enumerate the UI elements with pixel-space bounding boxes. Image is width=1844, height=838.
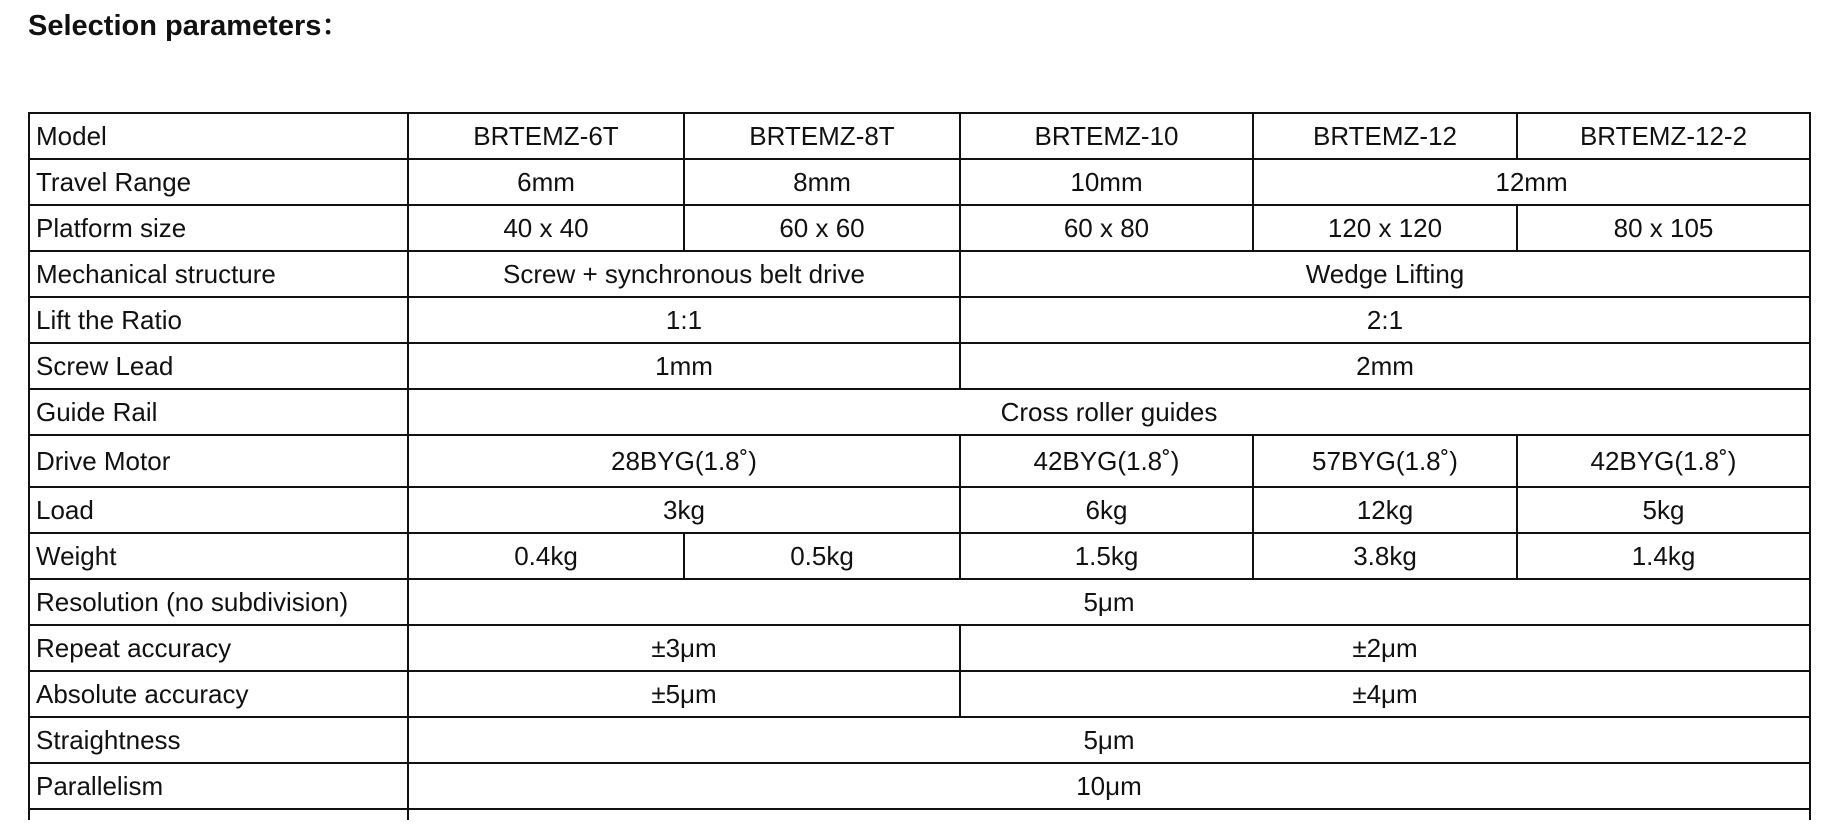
row-label: Platform size: [29, 205, 408, 251]
table-cell: 1:1: [408, 297, 960, 343]
row-label: Absolute accuracy: [29, 671, 408, 717]
table-row: [29, 297, 1810, 343]
table-cell: BRTEMZ-6T: [408, 113, 684, 159]
table-row: [29, 763, 1810, 809]
table-cell: 28BYG(1.8˚): [408, 435, 960, 487]
table-cell: 0.5kg: [684, 533, 960, 579]
table-row: [29, 487, 1810, 533]
table-row: [29, 205, 1810, 251]
table-cell: ±5μm: [408, 671, 960, 717]
row-label: Travel Range: [29, 159, 408, 205]
table-row: [29, 533, 1810, 579]
row-label: Screw Lead: [29, 343, 408, 389]
table-cell: 5kg: [1517, 487, 1810, 533]
table-cell: 80 x 105: [1517, 205, 1810, 251]
table-cell: 3kg: [408, 487, 960, 533]
table-cell: 1.4kg: [1517, 533, 1810, 579]
row-label: Resolution (no subdivision): [29, 579, 408, 625]
table-cell: 0.4kg: [408, 533, 684, 579]
table-row: [29, 251, 1810, 297]
table-row: [29, 671, 1810, 717]
table-cell: 10mm: [960, 159, 1253, 205]
page-title: Selection parameters：: [28, 10, 351, 42]
table-cell: Wedge Lifting: [960, 251, 1810, 297]
table-row: [29, 159, 1810, 205]
table-cell: BRTEMZ-12-2: [1517, 113, 1810, 159]
table-row: [29, 435, 1810, 487]
table-cell: ±4μm: [960, 671, 1810, 717]
table-cell: 12kg: [1253, 487, 1517, 533]
table-row: [29, 579, 1810, 625]
table-cell: 2mm: [960, 343, 1810, 389]
row-label: Parallelism: [29, 763, 408, 809]
row-label: Mechanical structure: [29, 251, 408, 297]
table-row: [29, 717, 1810, 763]
table-row: [29, 389, 1810, 435]
cropped-cell: [408, 809, 1810, 820]
table-cell: BRTEMZ-8T: [684, 113, 960, 159]
table-cell: 1mm: [408, 343, 960, 389]
table-cell: 42BYG(1.8˚): [1517, 435, 1810, 487]
table-cell: 57BYG(1.8˚): [1253, 435, 1517, 487]
cropped-cell: [29, 809, 408, 820]
table-cell: 60 x 60: [684, 205, 960, 251]
table-cell: Cross roller guides: [408, 389, 1810, 435]
table-cell: 5μm: [408, 717, 1810, 763]
table-cell: BRTEMZ-12: [1253, 113, 1517, 159]
table-cell: 10μm: [408, 763, 1810, 809]
table-cell: BRTEMZ-10: [960, 113, 1253, 159]
table-cell: 12mm: [1253, 159, 1810, 205]
table-cell: 5μm: [408, 579, 1810, 625]
table-cell: 3.8kg: [1253, 533, 1517, 579]
table-row: [29, 343, 1810, 389]
cropped-row: [29, 809, 1810, 820]
row-label: Model: [29, 113, 408, 159]
table-cell: 2:1: [960, 297, 1810, 343]
row-label: Drive Motor: [29, 435, 408, 487]
table-cell: ±2μm: [960, 625, 1810, 671]
table-cell: Screw + synchronous belt drive: [408, 251, 960, 297]
row-label: Repeat accuracy: [29, 625, 408, 671]
table-cell: 60 x 80: [960, 205, 1253, 251]
row-label: Weight: [29, 533, 408, 579]
table-cell: 6kg: [960, 487, 1253, 533]
table-row: [29, 625, 1810, 671]
table-cell: 8mm: [684, 159, 960, 205]
row-label: Load: [29, 487, 408, 533]
table-cell: 42BYG(1.8˚): [960, 435, 1253, 487]
table-cell: 6mm: [408, 159, 684, 205]
selection-parameters-table: [28, 112, 1811, 820]
table-body: [29, 113, 1810, 820]
table-cell: 40 x 40: [408, 205, 684, 251]
table-row: [29, 113, 1810, 159]
row-label: Straightness: [29, 717, 408, 763]
table-cell: 1.5kg: [960, 533, 1253, 579]
row-label: Guide Rail: [29, 389, 408, 435]
row-label: Lift the Ratio: [29, 297, 408, 343]
table-cell: 120 x 120: [1253, 205, 1517, 251]
table-cell: ±3μm: [408, 625, 960, 671]
